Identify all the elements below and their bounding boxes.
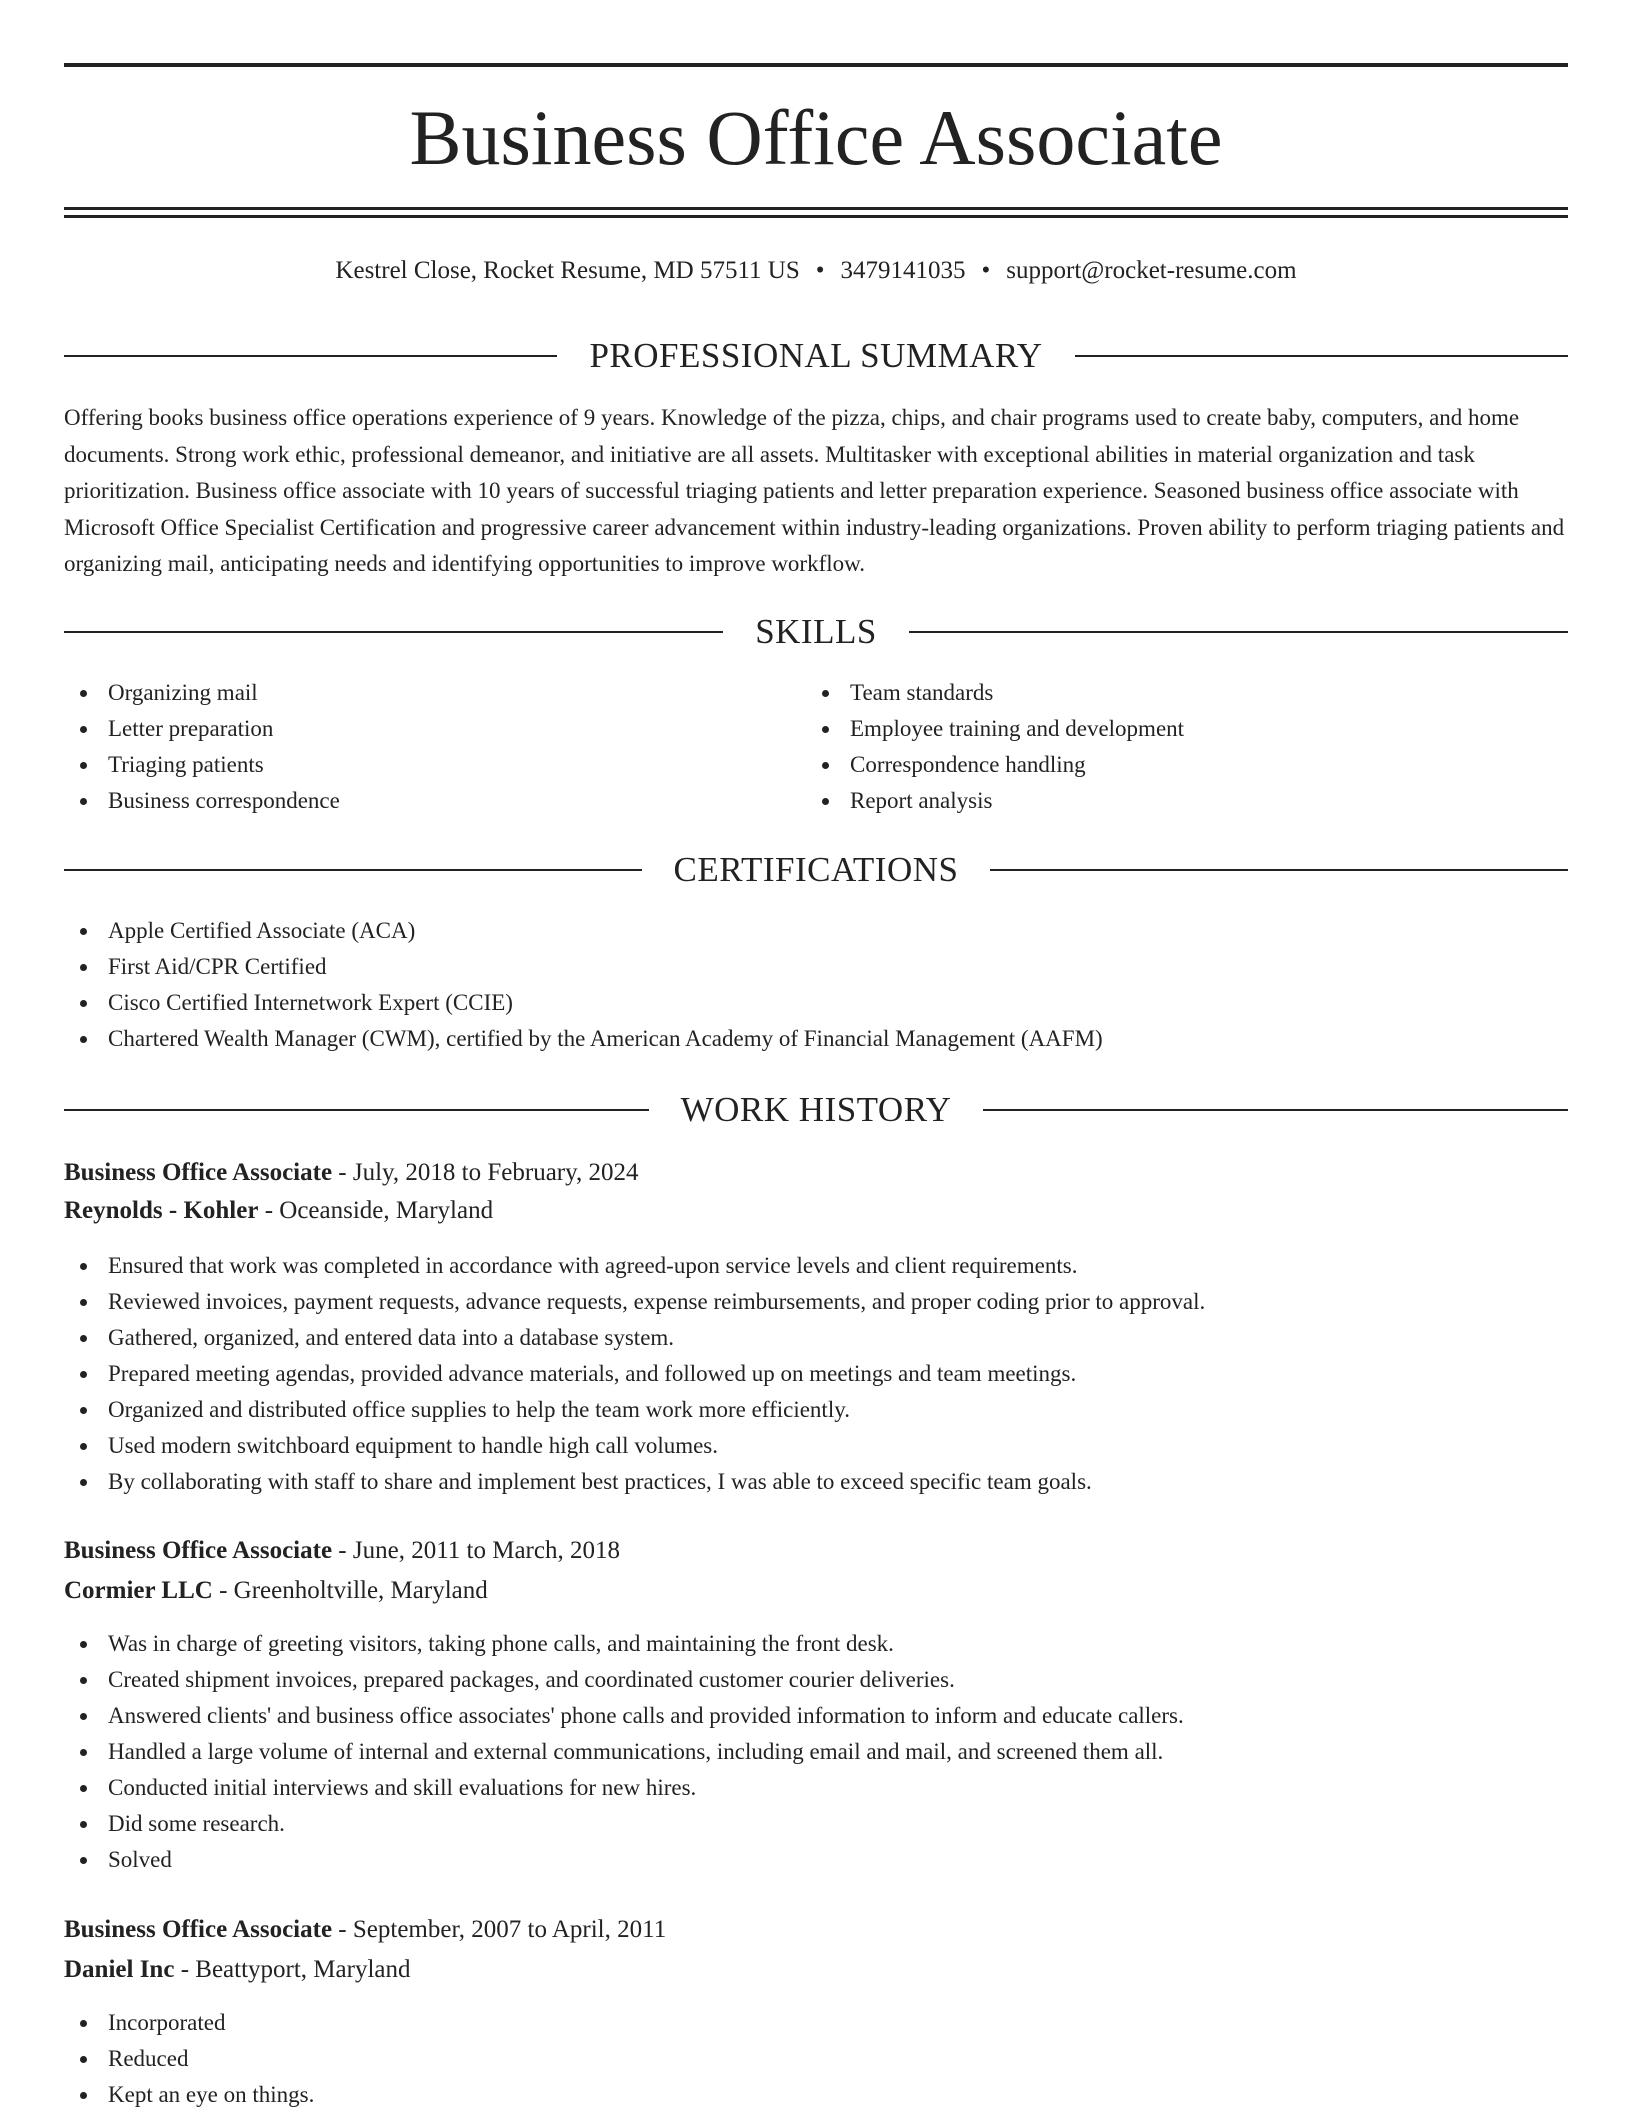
job-title-line xyxy=(64,1911,666,1949)
skills-list-right xyxy=(806,675,1184,819)
skill-item: Triaging patients xyxy=(64,747,340,783)
job-dates: - September, 2007 to April, 2011 xyxy=(332,1916,667,1943)
job-bullets xyxy=(64,2005,314,2113)
heading-rule-left xyxy=(64,631,723,633)
heading-rule-right xyxy=(990,869,1568,871)
skill-item: Employee training and development xyxy=(806,711,1184,747)
section-heading-label: WORK HISTORY xyxy=(680,1090,952,1129)
skills-list-left xyxy=(64,675,340,819)
job-location: - Greenholtville, Maryland xyxy=(212,1577,488,1604)
contact-address: Kestrel Close, Rocket Resume, MD 57511 US xyxy=(335,257,800,284)
skill-item: Organizing mail xyxy=(64,675,340,711)
job-bullet: Answered clients' and business office associates' phone calls and provided information to inform and educate callers. xyxy=(64,1698,1184,1734)
job-bullets xyxy=(64,1248,1205,1500)
job-bullet: Created shipment invoices, prepared packages, and coordinated customer courier deliveries. xyxy=(64,1662,1184,1698)
skill-item: Report analysis xyxy=(806,783,1184,819)
job-bullet: Handled a large volume of internal and external communications, including email and mail, and screened them all. xyxy=(64,1734,1184,1770)
certification-item: Cisco Certified Internetwork Expert (CCIE) xyxy=(64,985,1103,1021)
job-bullet: Kept an eye on things. xyxy=(64,2077,314,2113)
heading-rule-left xyxy=(64,869,642,871)
summary-text: Offering books business office operations experience of 9 years. Knowledge of the pizza, chips, and chair programs used to create baby, computers, and home documents. Strong work ethic, professional demeanor, and initiative are all assets. Multitasker with exceptional abilities in material organization and task prioritization. Business office associate with 10 years of successful triaging patients and letter preparation experience. Seasoned business office associate with Microsoft Office Specialist Certification and progressive career advancement within industry-leading organizations. Proven ability to perform triaging patients and organizing mail, anticipating needs and identifying opportunities to improve workflow. xyxy=(64,405,1565,576)
skill-item: Letter preparation xyxy=(64,711,340,747)
skill-item: Business correspondence xyxy=(64,783,340,819)
job-dates: - June, 2011 to March, 2018 xyxy=(332,1537,620,1564)
contact-email: support@rocket-resume.com xyxy=(1006,257,1297,284)
job-title: Business Office Associate xyxy=(64,1916,333,1943)
job-bullets xyxy=(64,1626,1184,1878)
contact-line xyxy=(64,254,1568,288)
contact-separator: • xyxy=(981,257,991,284)
job-bullet: Did some research. xyxy=(64,1806,1184,1842)
job-bullet: Was in charge of greeting visitors, taking phone calls, and maintaining the front desk. xyxy=(64,1626,1184,1662)
contact-phone: 3479141035 xyxy=(840,257,966,284)
job-bullet: Ensured that work was completed in accordance with agreed-upon service levels and client requirements. xyxy=(64,1248,1205,1284)
job-dates: - July, 2018 to February, 2024 xyxy=(332,1159,639,1186)
section-heading-label: PROFESSIONAL SUMMARY xyxy=(589,336,1043,375)
heading-rule-right xyxy=(1075,355,1568,357)
job-bullet: Incorporated xyxy=(64,2005,314,2041)
top-rule xyxy=(64,63,1568,67)
job-bullet: Organized and distributed office supplies to help the team work more efficiently. xyxy=(64,1392,1205,1428)
resume-title: Business Office Associate xyxy=(409,94,1223,181)
job-title-line xyxy=(64,1154,639,1192)
certifications-list xyxy=(64,913,1103,1057)
job-bullet: By collaborating with staff to share and implement best practices, I was able to exceed specific team goals. xyxy=(64,1464,1205,1500)
job-company: Cormier LLC xyxy=(64,1577,213,1604)
job-location: - Beattyport, Maryland xyxy=(174,1956,411,1983)
certification-item: Chartered Wealth Manager (CWM), certified by the American Academy of Financial Management (AAFM) xyxy=(64,1021,1103,1057)
skill-item: Correspondence handling xyxy=(806,747,1184,783)
certification-item: First Aid/CPR Certified xyxy=(64,949,1103,985)
title-rule-upper xyxy=(64,207,1568,210)
job-company-line xyxy=(64,1572,488,1610)
job-bullet: Gathered, organized, and entered data into a database system. xyxy=(64,1320,1205,1356)
job-bullet: Prepared meeting agendas, provided advance materials, and followed up on meetings and team meetings. xyxy=(64,1356,1205,1392)
section-heading-label: CERTIFICATIONS xyxy=(673,850,959,889)
heading-rule-right xyxy=(983,1109,1568,1111)
certification-item: Apple Certified Associate (ACA) xyxy=(64,913,1103,949)
job-bullet: Solved xyxy=(64,1842,1184,1878)
section-heading-certifications xyxy=(64,848,1568,892)
skill-item: Team standards xyxy=(806,675,1184,711)
section-heading-summary xyxy=(64,334,1568,378)
title-rule-lower xyxy=(64,215,1568,218)
heading-rule-right xyxy=(909,631,1568,633)
job-title: Business Office Associate xyxy=(64,1537,333,1564)
job-company-line xyxy=(64,1192,493,1230)
section-heading-skills xyxy=(64,610,1568,654)
section-heading-work-history xyxy=(64,1088,1568,1132)
job-company-line xyxy=(64,1951,411,1989)
job-bullet: Used modern switchboard equipment to handle high call volumes. xyxy=(64,1428,1205,1464)
job-company: Daniel Inc xyxy=(64,1956,175,1983)
job-bullet: Reduced xyxy=(64,2041,314,2077)
job-location: - Oceanside, Maryland xyxy=(258,1197,494,1224)
job-bullet: Reviewed invoices, payment requests, advance requests, expense reimbursements, and proper coding prior to approval. xyxy=(64,1284,1205,1320)
job-title: Business Office Associate xyxy=(64,1159,333,1186)
section-heading-label: SKILLS xyxy=(755,612,877,651)
heading-rule-left xyxy=(64,1109,649,1111)
contact-separator: • xyxy=(815,257,825,284)
job-company: Reynolds - Kohler xyxy=(64,1197,259,1224)
heading-rule-left xyxy=(64,355,557,357)
job-bullet: Conducted initial interviews and skill evaluations for new hires. xyxy=(64,1770,1184,1806)
job-title-line xyxy=(64,1532,620,1570)
